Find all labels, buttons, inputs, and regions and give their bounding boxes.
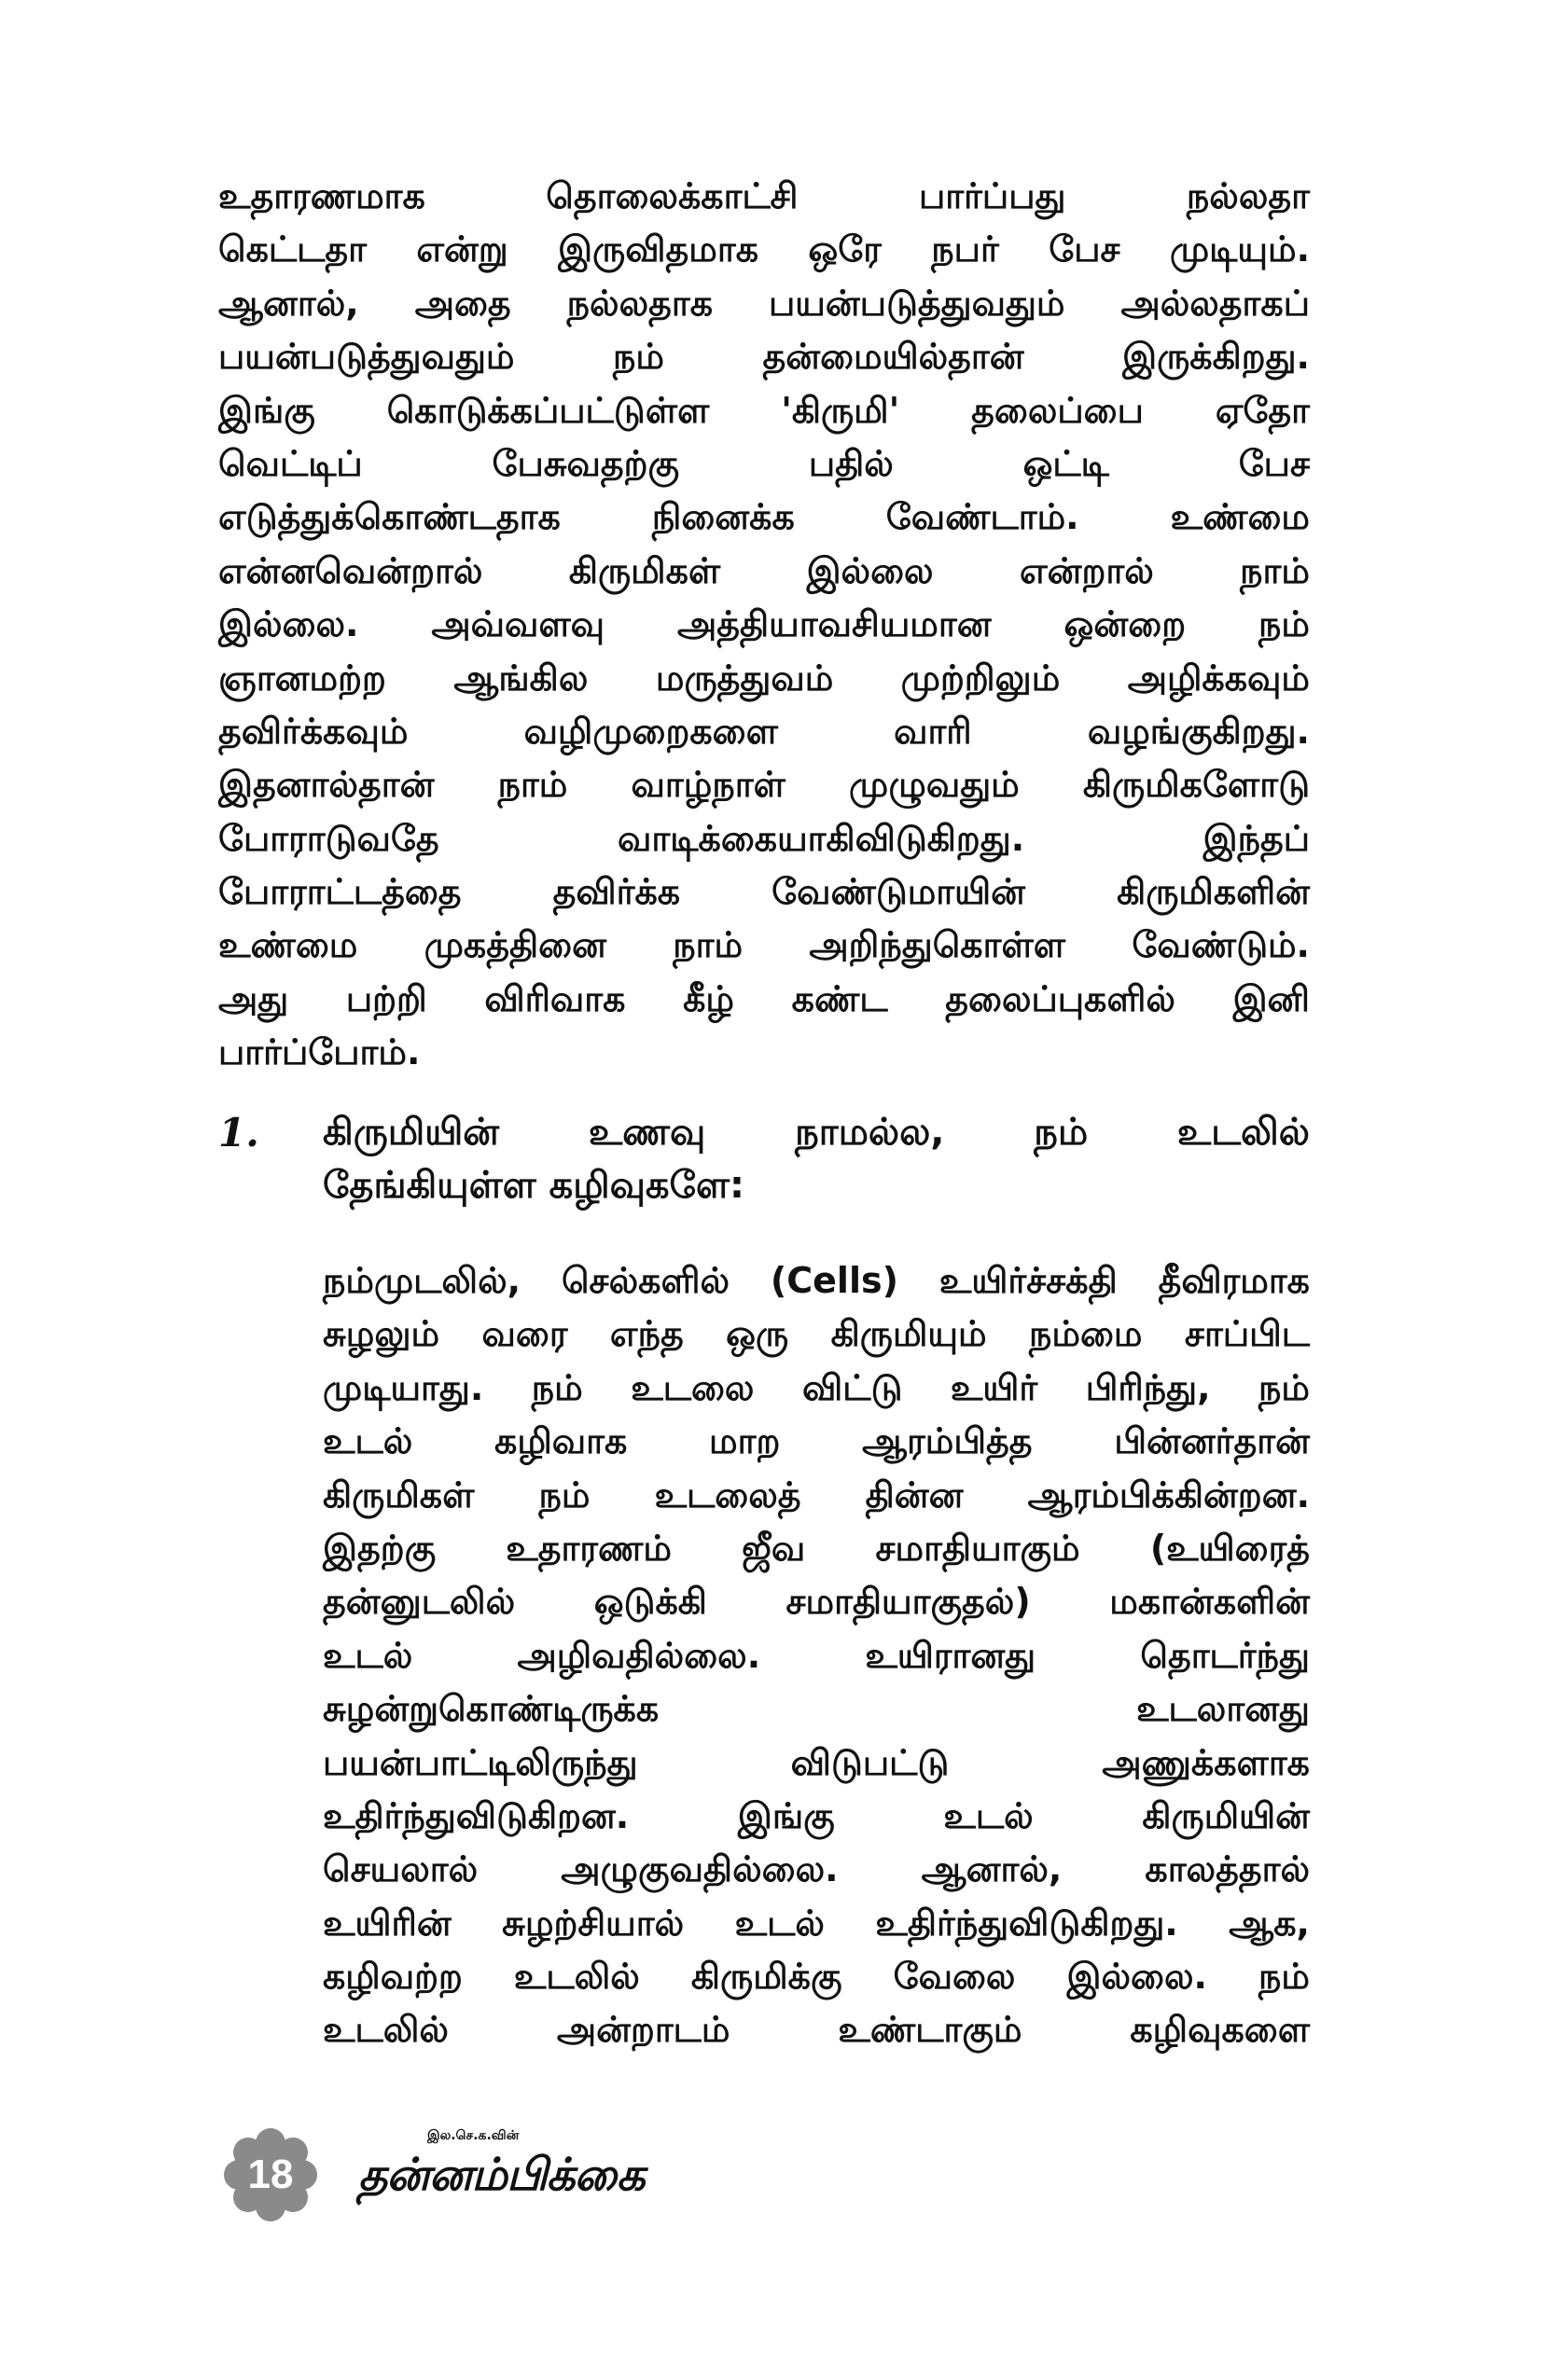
text-line: கழிவற்ற உடலில் கிருமிக்கு வேலை இல்லை. நம்	[323, 1956, 1310, 1998]
text-line: உடல் கழிவாக மாற ஆரம்பித்த பின்னர்தான்	[323, 1420, 1310, 1462]
text-line: ஆனால், அதை நல்லதாக பயன்படுத்துவதும் அல்லதாகப்	[218, 282, 1310, 324]
section-heading	[323, 1104, 1310, 1211]
text-line: போராட்டத்தை தவிர்க்க வேண்டுமாயின் கிருமிகளின்	[218, 871, 1310, 913]
text-line: உண்மை முகத்தினை நாம் அறிந்துகொள்ள வேண்டும்.	[218, 924, 1310, 966]
section-number: 1.	[218, 1110, 259, 1155]
heading-line: கிருமியின் உணவு நாமல்ல, நம் உடலில்	[323, 1111, 1310, 1154]
text-line: முடியாது. நம் உடலை விட்டு உயிர் பிரிந்து, நம்	[323, 1366, 1310, 1408]
text-line: கெட்டதா என்று இருவிதமாக ஒரே நபர் பேச முடியும்.	[218, 228, 1310, 270]
text-line: இங்கு கொடுக்கப்பட்டுள்ள 'கிருமி' தலைப்பை ஏதோ	[218, 389, 1310, 431]
text-line: என்னவென்றால் கிருமிகள் இல்லை என்றால் நாம்	[218, 549, 1310, 591]
text-line: எடுத்துக்கொண்டதாக நினைக்க வேண்டாம். உண்மை	[218, 496, 1310, 538]
text-line: பார்ப்போம்.	[218, 1031, 421, 1073]
text-line: சுழலும் வரை எந்த ஒரு கிருமியும் நம்மை சாப்பிட	[323, 1313, 1310, 1355]
text-line: போராடுவதே வாடிக்கையாகிவிடுகிறது. இந்தப்	[218, 817, 1310, 859]
text-line: இதற்கு உதாரணம் ஜீவ சமாதியாகும் (உயிரைத்	[323, 1527, 1310, 1569]
text-line: அது பற்றி விரிவாக கீழ் கண்ட தலைப்புகளில் இனி	[218, 977, 1310, 1019]
text-line: சுழன்றுகொண்டிருக்க உடலானது	[323, 1688, 1310, 1730]
page-number-badge	[224, 2128, 317, 2221]
text-line: இதனால்தான் நாம் வாழ்நாள் முழுவதும் கிருமிகளோடு	[218, 764, 1310, 806]
section-body	[323, 1254, 1310, 2057]
heading-line: தேங்கியுள்ள கழிவுகளே:	[323, 1164, 744, 1208]
text-line: உயிரின் சுழற்சியால் உடல் உதிர்ந்துவிடுகிறது. ஆக,	[323, 1902, 1310, 1944]
text-line: தவிர்க்கவும் வழிமுறைகளை வாரி வழங்குகிறது.	[218, 710, 1310, 752]
page-number: 18	[247, 2152, 294, 2197]
text-line: உடல் அழிவதில்லை. உயிரானது தொடர்ந்து	[323, 1634, 1310, 1676]
text-line: உடலில் அன்றாடம் உண்டாகும் கழிவுகளை	[323, 2009, 1310, 2051]
text-line: உதாரணமாக தொலைக்காட்சி பார்ப்பது நல்லதா	[218, 175, 1310, 216]
text-line: பயன்படுத்துவதும் நம் தன்மையில்தான் இருக்கிறது.	[218, 336, 1310, 378]
text-line: வெட்டிப் பேசுவதற்கு பதில் ஒட்டி பேச	[218, 442, 1310, 484]
text-line: நம்முடலில், செல்களில் (Cells) உயிர்ச்சக்தி தீவிரமாக	[323, 1260, 1310, 1301]
magazine-logo: தன்னம்பிக்கை	[358, 2149, 645, 2201]
intro-paragraph	[218, 170, 1310, 1080]
text-line: செயலால் அழுகுவதில்லை. ஆனால், காலத்தால்	[323, 1848, 1310, 1890]
text-line: தன்னுடலில் ஒடுக்கி சமாதியாகுதல்) மகான்களின்	[323, 1581, 1310, 1623]
text-line: ஞானமற்ற ஆங்கில மருத்துவம் முற்றிலும் அழிக்கவும்	[218, 657, 1310, 699]
text-line: இல்லை. அவ்வளவு அத்தியாவசியமான ஒன்றை நம்	[218, 603, 1310, 645]
text-line: பயன்பாட்டிலிருந்து விடுபட்டு அணுக்களாக	[323, 1741, 1310, 1783]
text-line: கிருமிகள் நம் உடலைத் தின்ன ஆரம்பிக்கின்றன.	[323, 1474, 1310, 1515]
magazine-logo-subtitle: இல.செ.க.வின்	[427, 2128, 520, 2143]
text-line: உதிர்ந்துவிடுகிறன. இங்கு உடல் கிருமியின்	[323, 1794, 1310, 1836]
